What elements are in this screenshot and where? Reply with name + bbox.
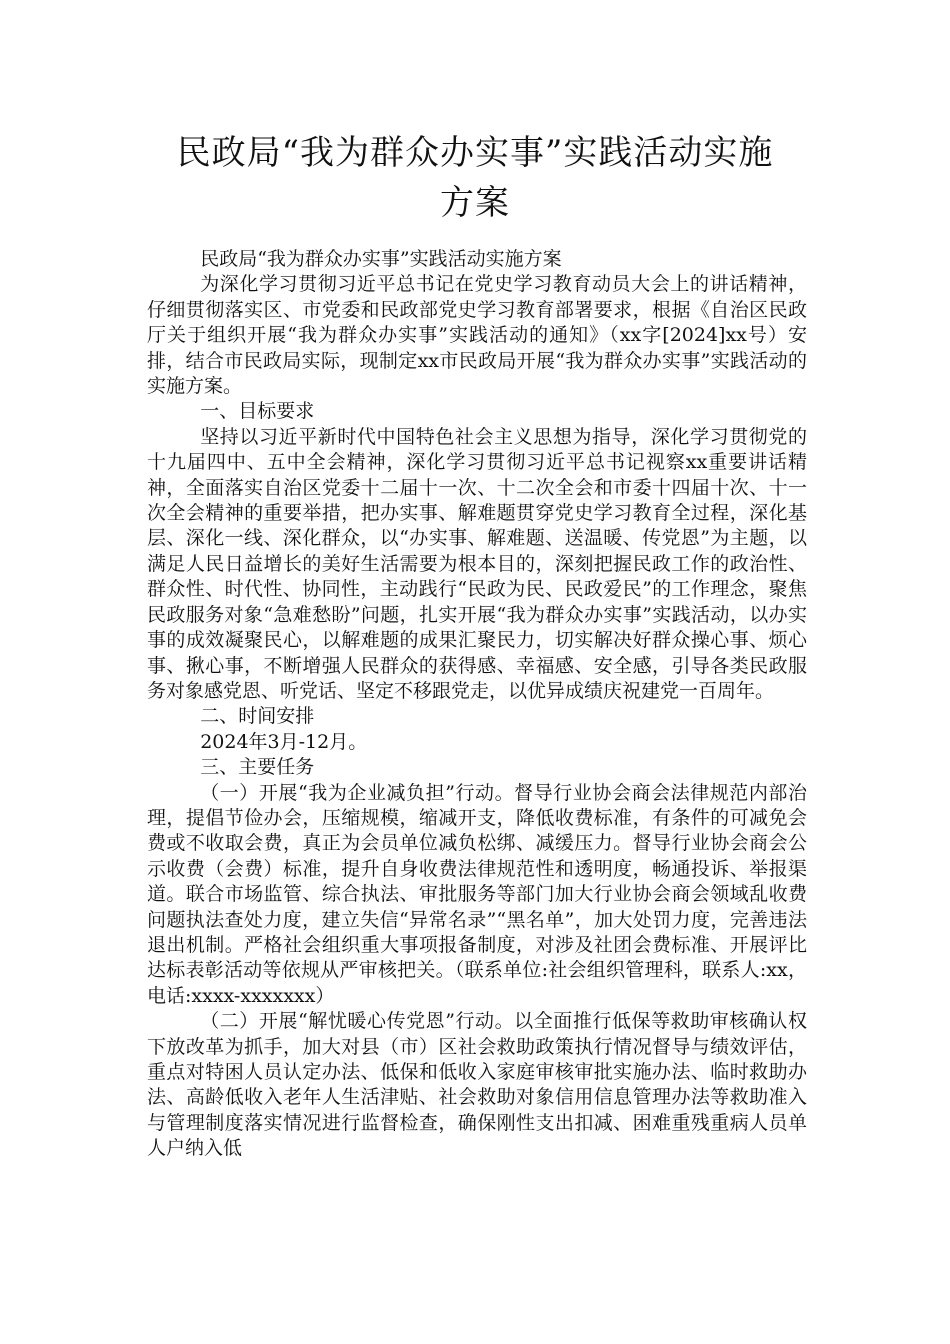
section-heading-tasks: 三、主要任务 xyxy=(200,756,315,779)
goals-paragraph: 坚持以习近平新时代中国特色社会主义思想为指导，深化学习贯彻党的十九届四中、五中全会精神，深化学习贯彻习近平总书记视察xx重要讲话精神，全面落实自治区党委十二届十一次、十二次全会和市委十四届十次、十一次全会精神的重要举措，把办实事、解难题贯穿党史学习教育全过程，深化基层、深化一线、深化群众，以“办实事、解难题、送温暖、传党恩”为主题，以满足人民日益增长的美好生活需要为根本目的，深刻把握民政工作的政治性、群众性、时代性、协同性，主动践行“民政为民、民政爱民”的工作理念，聚焦民政服务对象“急难愁盼”问题，扎实开展“我为群众办实事”实践活动，以办实事的成效凝聚民心，以解难题的成果汇聚民力，切实解决好群众操心事、烦心事、揪心事，不断增强人民群众的获得感、幸福感、安全感，引导各类民政服务对象感党恩、听党话、坚定不移跟党走，以优异成绩庆祝建党一百周年。 xyxy=(147,425,807,702)
section-heading-schedule: 二、时间安排 xyxy=(200,705,315,728)
section-heading-goals: 一、目标要求 xyxy=(200,400,315,423)
intro-paragraph: 为深化学习贯彻习近平总书记在党史学习教育动员大会上的讲话精神，仔细贯彻落实区、市党委和民政部党史学习教育部署要求，根据《自治区民政厅关于组织开展“我为群众办实事”实践活动的通知》（xx字[2024]xx号）安排，结合市民政局实际，现制定xx市民政局开展“我为群众办实事”实践活动的实施方案。 xyxy=(147,273,807,398)
task-2-paragraph: （二）开展“解忧暖心传党恩”行动。以全面推行低保等救助审核确认权下放改革为抓手，加大对县（市）区社会救助政策执行情况督导与绩效评估，重点对特困人员认定办法、低保和低收入家庭审核审批实施办法、临时救助办法、高龄低收入老年人生活津贴、社会救助对象信用信息管理办法等救助准入与管理制度落实情况进行监督检查，确保刚性支出扣减、困难重残重病人员单人户纳入低 xyxy=(147,1010,807,1160)
title-line-1: 民政局“我为群众办实事”实践活动实施 xyxy=(176,133,774,173)
title-line-2: 方案 xyxy=(440,183,510,223)
schedule-paragraph: 2024年3月-12月。 xyxy=(200,730,368,753)
task-1-paragraph: （一）开展“我为企业减负担”行动。督导行业协会商会法律规范内部治理，提倡节俭办会，压缩规模，缩减开支，降低收费标准，有条件的可减免会费或不收取会费，真正为会员单位减负松绑、减缓压力。督导行业协会商会公示收费（会费）标准，提升自身收费法律规范性和透明度，畅通投诉、举报渠道。联合市场监管、综合执法、审批服务等部门加大行业协会商会领域乱收费问题执法查处力度，建立失信“异常名录”“黑名单”，加大处罚力度，完善违法退出机制。严格社会组织重大事项报备制度，对涉及社团会费标准、开展评比达标表彰活动等依规从严审核把关。（联系单位:社会组织管理科，联系人:xx，电话:xxxx-xxxxxxx） xyxy=(147,781,807,1007)
document-title xyxy=(120,128,830,228)
document-body xyxy=(147,247,807,1162)
body-heading-paragraph: 民政局“我为群众办实事”实践活动实施方案 xyxy=(200,248,562,270)
